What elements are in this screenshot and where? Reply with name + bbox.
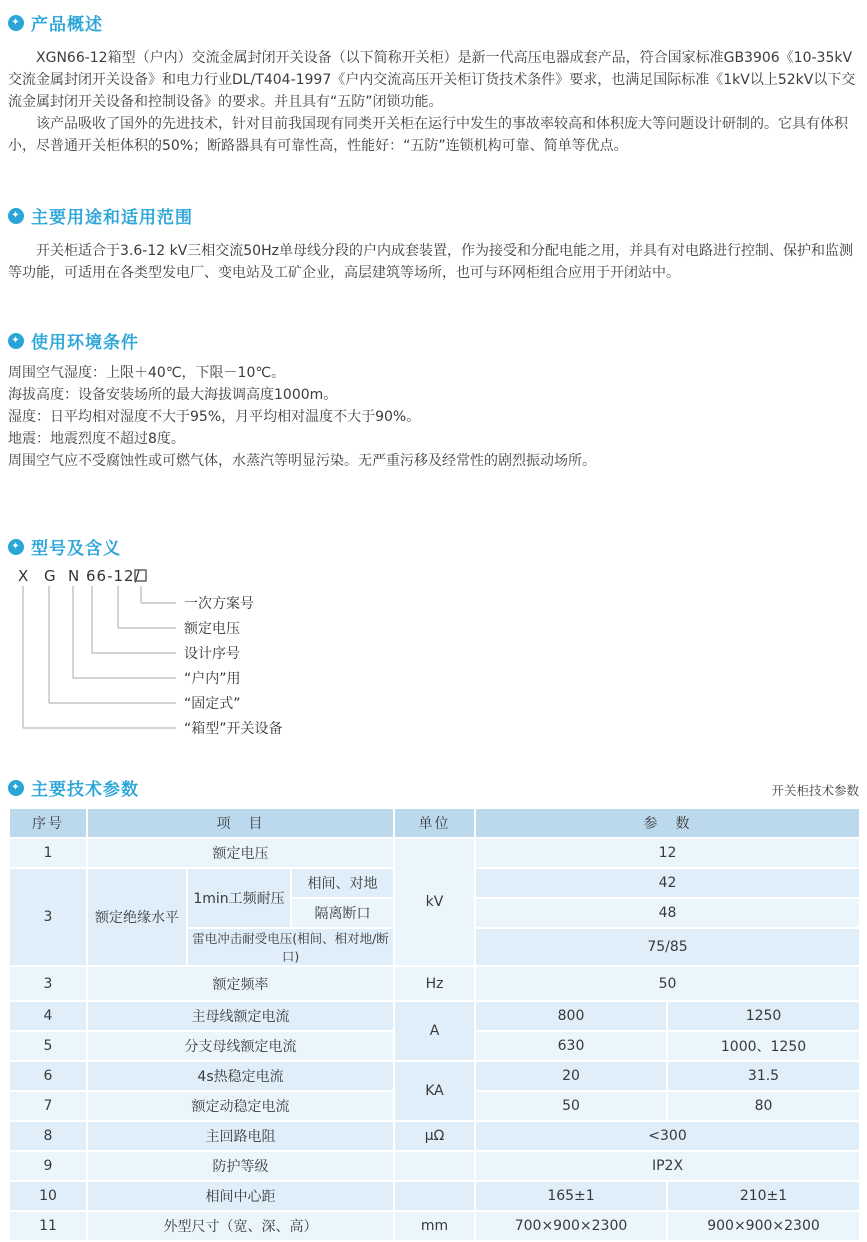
table-cell: 9	[9, 1151, 87, 1181]
model-label-fixed: “固定式”	[184, 696, 241, 712]
table-cell: 800	[475, 1001, 667, 1031]
col-header-unit: 单位	[394, 808, 475, 838]
env-line: 周围空气湿度：上限＋40℃，下限－10℃。	[8, 365, 286, 381]
section-title-parameters	[8, 775, 139, 800]
overview-paragraph-2: 该产品吸收了国外的先进技术，针对目前我国现有同类开关柜在运行中发生的事故率较高和体积庞大等问题设计研制的。它具有体积小，尽普通开关柜体积的50%；断路器具有可靠性高，性能好：“五防”连锁机构可靠、简单等优点。	[8, 116, 848, 154]
table-cell: 210±1	[667, 1181, 860, 1211]
star-bullet-icon: ✦	[8, 539, 24, 555]
table-cell: mm	[394, 1211, 475, 1241]
model-label-voltage: 额定电压	[184, 621, 240, 637]
table-header-row	[9, 808, 860, 838]
section-title-text: 使用环境条件	[31, 333, 139, 353]
table-row	[9, 1151, 860, 1181]
table-cell: 1min工频耐压	[187, 868, 291, 928]
table-cell: 相间中心距	[87, 1181, 394, 1211]
table-cell: 雷电冲击耐受电压(相间、相对地/断口)	[187, 928, 394, 966]
model-label-box: “箱型”开关设备	[184, 721, 283, 737]
table-row	[9, 1061, 860, 1091]
section-title-overview	[8, 10, 859, 35]
section-title-text: 主要技术参数	[31, 780, 139, 800]
table-cell: 48	[475, 898, 860, 928]
table-cell: 50	[475, 1091, 667, 1121]
model-code-x: X	[18, 567, 30, 585]
model-label-design: 设计序号	[184, 646, 240, 662]
table-cell: 隔离断口	[291, 898, 394, 928]
table-cell: 4s热稳定电流	[87, 1061, 394, 1091]
table-cell: 7	[9, 1091, 87, 1121]
col-header-param: 参 数	[475, 808, 860, 838]
table-cell: 额定电压	[87, 838, 394, 868]
table-cell: 主母线额定电流	[87, 1001, 394, 1031]
col-header-item: 项 目	[87, 808, 394, 838]
overview-paragraph-1: XGN66-12箱型（户内）交流金属封闭开关设备（以下简称开关柜）是新一代高压电器成套产品，符合国家标准GB3906《10-35kV交流金属封闭开关设备》和电力行业DL/T404-1997《户内交流高压开关柜订货技术条件》要求，也满足国际标准《1kV以上52kV以下交流金属封闭开关设备和控制设备》的要求。并且具有“五防”闭锁功能。	[8, 50, 856, 110]
table-cell	[394, 1151, 475, 1181]
table-cell: 42	[475, 868, 860, 898]
table-cell: 80	[667, 1091, 860, 1121]
table-cell: KA	[394, 1061, 475, 1121]
table-cell: 额定动稳定电流	[87, 1091, 394, 1121]
section-title-model	[8, 534, 859, 559]
table-cell: 10	[9, 1181, 87, 1211]
table-cell	[394, 1181, 475, 1211]
table-cell: 4	[9, 1001, 87, 1031]
star-bullet-icon: ✦	[8, 15, 24, 31]
table-cell: 3	[9, 868, 87, 966]
environment-conditions-list	[8, 362, 859, 472]
table-cell: 165±1	[475, 1181, 667, 1211]
section-title-text: 型号及含义	[31, 539, 121, 559]
section-title-usage	[8, 203, 859, 228]
table-cell: 1250	[667, 1001, 860, 1031]
table-row	[9, 966, 860, 1001]
table-cell: 6	[9, 1061, 87, 1091]
col-header-no: 序号	[9, 808, 87, 838]
table-cell: Hz	[394, 966, 475, 1001]
table-cell: 1000、1250	[667, 1031, 860, 1061]
table-row	[9, 1121, 860, 1151]
section-title-environment	[8, 328, 859, 353]
model-code-n: N	[68, 567, 81, 585]
table-cell: IP2X	[475, 1151, 860, 1181]
env-line: 周围空气应不受腐蚀性或可燃气体，水蒸汽等明显污染。无严重污移及经常性的剧烈振动场所。	[8, 453, 596, 469]
table-cell: 主回路电阻	[87, 1121, 394, 1151]
model-label-scheme: 一次方案号	[184, 596, 254, 612]
table-cell: 外型尺寸（宽、深、高）	[87, 1211, 394, 1241]
table-cell: 630	[475, 1031, 667, 1061]
table-cell: <300	[475, 1121, 860, 1151]
table-row	[9, 1001, 860, 1031]
table-cell: 分支母线额定电流	[87, 1031, 394, 1061]
star-bullet-icon: ✦	[8, 333, 24, 349]
table-row	[9, 1181, 860, 1211]
model-code-g: G	[44, 567, 57, 585]
table-cell: 12	[475, 838, 860, 868]
model-designation-diagram	[8, 565, 528, 743]
table-cell: 相间、对地	[291, 868, 394, 898]
table-cell: 11	[9, 1211, 87, 1241]
model-code-rest: 66-12/	[86, 567, 141, 585]
table-cell: 8	[9, 1121, 87, 1151]
table-cell: 20	[475, 1061, 667, 1091]
table-cell: 1	[9, 838, 87, 868]
table-cell: 额定频率	[87, 966, 394, 1001]
usage-paragraph: 开关柜适合于3.6-12 kV三相交流50Hz单母线分段的户内成套装置，作为接受和分配电能之用，并具有对电路进行控制、保护和监测等功能，可适用在各类型发电厂、变电站及工矿企业，高层建筑等场所，也可与环网柜组合应用于开闭站中。	[8, 243, 853, 281]
table-cell: 700×900×2300	[475, 1211, 667, 1241]
env-line: 地震：地震烈度不超过8度。	[8, 431, 185, 447]
table-cell: kV	[394, 838, 475, 966]
section-title-text: 主要用途和适用范围	[31, 208, 193, 228]
table-caption: 开关柜技术参数	[771, 783, 859, 798]
table-cell: 900×900×2300	[667, 1211, 860, 1241]
table-cell: 5	[9, 1031, 87, 1061]
table-cell: 3	[9, 966, 87, 1001]
table-cell: 50	[475, 966, 860, 1001]
table-cell: 75/85	[475, 928, 860, 966]
star-bullet-icon: ✦	[8, 780, 24, 796]
env-line: 湿度：日平均相对湿度不大于95%，月平均相对温度不大于90%。	[8, 409, 421, 425]
table-cell: 防护等级	[87, 1151, 394, 1181]
env-line: 海拔高度：设备安装场所的最大海拔调高度1000m。	[8, 387, 338, 403]
star-bullet-icon: ✦	[8, 208, 24, 224]
technical-parameters-table	[8, 807, 861, 1242]
section-title-text: 产品概述	[31, 15, 103, 35]
model-label-indoor: “户内”用	[184, 671, 241, 687]
table-cell: 31.5	[667, 1061, 860, 1091]
table-cell: A	[394, 1001, 475, 1061]
table-row	[9, 1211, 860, 1241]
table-row	[9, 838, 860, 868]
table-cell: 额定绝缘水平	[87, 868, 187, 966]
table-cell: μΩ	[394, 1121, 475, 1151]
